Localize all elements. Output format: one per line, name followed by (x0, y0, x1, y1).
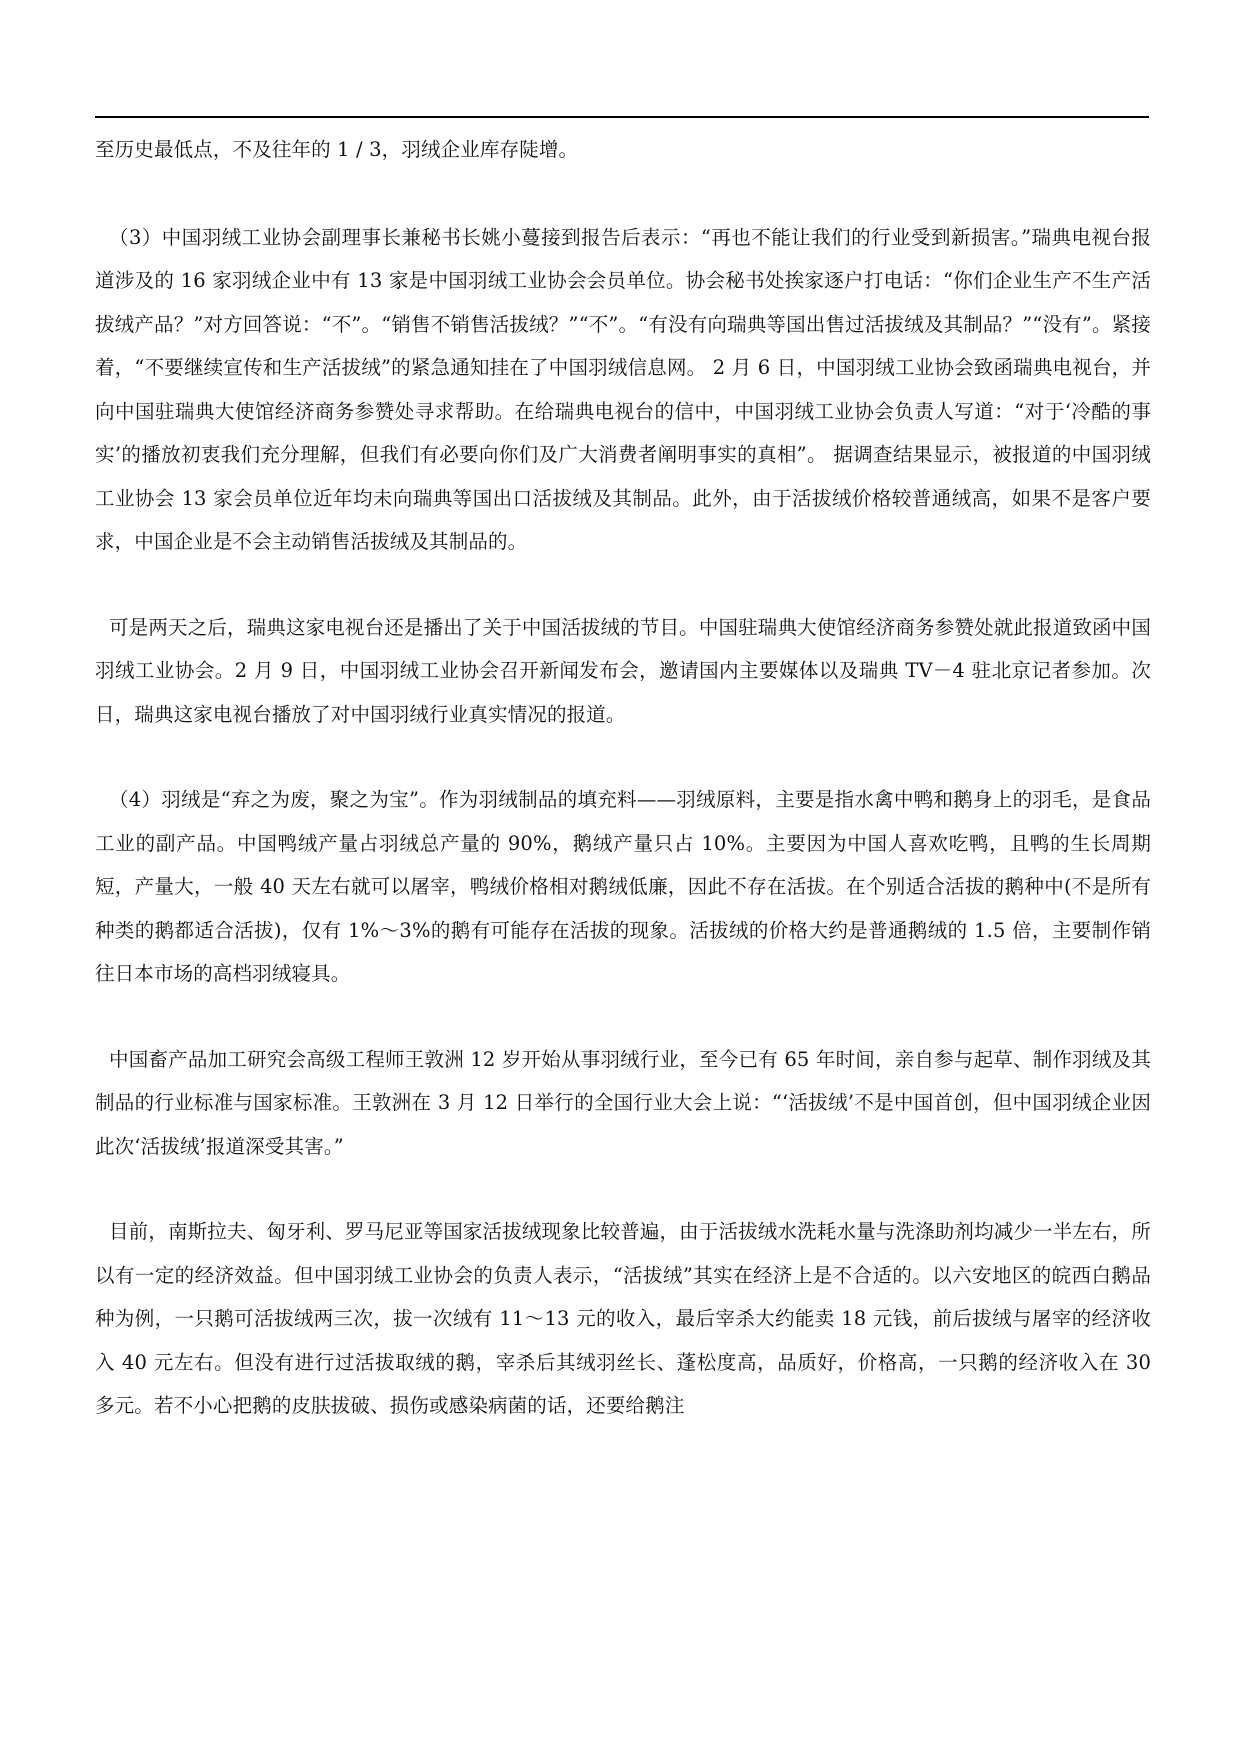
paragraph-economic-analysis: 目前，南斯拉夫、匈牙利、罗马尼亚等国家活拔绒现象比较普遍，由于活拔绒水洗耗水量与洗涤助剂均减少一半左右，所以有一定的经济效益。但中国羽绒工业协会的负责人表示，“活拔绒”其实在经济上是不合适的。以六安地区的皖西白鹅品种为例，一只鹅可活拔绒两三次，拔一次绒有 11～13 元的收入，最后宰杀大约能卖 18 元钱，前后拔绒与屠宰的经济收入 40 元左右。但没有进行过活拔取绒的鹅，宰杀后其绒羽丝长、蓬松度高，品质好，价格高，一只鹅的经济收入在 30 多元。若不小心把鹅的皮肤拔破、损伤或感染病菌的话，还要给鹅注 (95, 1220, 1151, 1417)
paragraph-broadcast: 可是两天之后，瑞典这家电视台还是播出了关于中国活拔绒的节目。中国驻瑞典大使馆经济商务参赞处就此报道致函中国羽绒工业协会。2 月 9 日，中国羽绒工业协会召开新闻发布会，邀请国内主要媒体以及瑞典 TV－4 驻北京记者参加。次日，瑞典这家电视台播放了对中国羽绒行业真实情况的报道。 (95, 615, 1151, 726)
paragraph-section-3: （3）中国羽绒工业协会副理事长兼秘书长姚小蔓接到报告后表示：“再也不能让我们的行业受到新损害。”瑞典电视台报道涉及的 16 家羽绒企业中有 13 家是中国羽绒工业协会会员单位。协会秘书处挨家逐户打电话：“你们企业生产不生产活拔绒产品？”对方回答说：“不”。“销售不销售活拔绒？”“不”。“有没有向瑞典等国出售过活拔绒及其制品？”“没有”。紧接着，“不要继续宣传和生产活拔绒”的紧急通知挂在了中国羽绒信息网。 2 月 6 日，中国羽绒工业协会致函瑞典电视台，并向中国驻瑞典大使馆经济商务参赞处寻求帮助。在给瑞典电视台的信中，中国羽绒工业协会负责人写道：“对于‘冷酷的事实’的播放初衷我们充分理解，但我们有必要向你们及广大消费者阐明事实的真相”。 据调查结果显示，被报道的中国羽绒工业协会 13 家会员单位近年均未向瑞典等国出口活拔绒及其制品。此外，由于活拔绒价格较普通绒高，如果不是客户要求，中国企业是不会主动销售活拔绒及其制品的。 (95, 225, 1151, 553)
document-body (95, 128, 1151, 1428)
paragraph-engineer-statement: 中国畜产品加工研究会高级工程师王敦洲 12 岁开始从事羽绒行业，至今已有 65 年时间，亲自参与起草、制作羽绒及其制品的行业标准与国家标准。王敦洲在 3 月 12 日举行的全国行业大会上说：“‘活拔绒’不是中国首创，但中国羽绒企业因此次‘活拔绒’报道深受其害。” (95, 1047, 1151, 1158)
paragraph-continuation: 至历史最低点，不及往年的 1 / 3，羽绒企业库存陡增。 (95, 138, 579, 161)
paragraph-section-4: （4）羽绒是“弃之为废，聚之为宝”。作为羽绒制品的填充料——羽绒原料，主要是指水禽中鸭和鹅身上的羽毛，是食品工业的副产品。中国鸭绒产量占羽绒总产量的 90%，鹅绒产量只占 10%。主要因为中国人喜欢吃鸭，且鸭的生长周期短，产量大，一般 40 天左右就可以屠宰，鸭绒价格相对鹅绒低廉，因此不存在活拔。在个别适合活拔的鹅种中(不是所有种类的鹅都适合活拔)，仅有 1%～3%的鹅有可能存在活拔的现象。活拔绒的价格大约是普通鹅绒的 1.5 倍，主要制作销往日本市场的高档羽绒寝具。 (95, 788, 1151, 985)
header-rule (95, 116, 1149, 118)
